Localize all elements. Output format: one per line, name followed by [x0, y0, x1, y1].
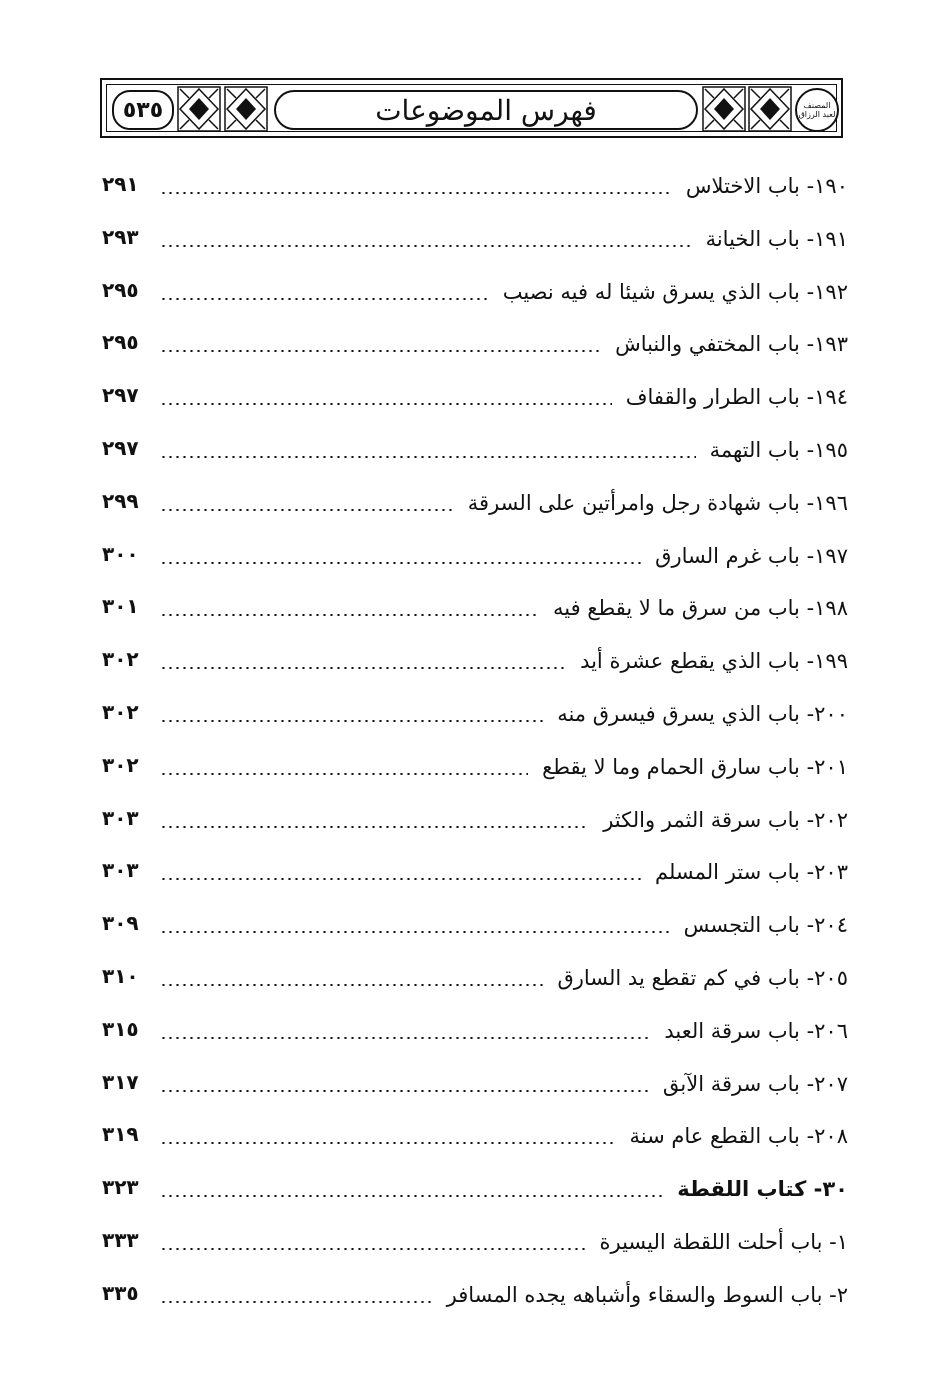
- toc-page-number: ٣١٥: [102, 1016, 139, 1041]
- toc-leader-dots: [160, 509, 454, 511]
- toc-leader-dots: [160, 1037, 650, 1039]
- toc-entry: [96, 794, 848, 838]
- toc-entry: [96, 318, 848, 362]
- toc-chapter-title: ٢٠٧- باب سرقة الآبق: [655, 1072, 848, 1096]
- toc-leader-dots: [160, 614, 539, 616]
- toc-chapter-title: ١٩٣- باب المختفي والنباش: [607, 332, 848, 356]
- toc-leader-dots: [160, 456, 696, 458]
- toc-entry: [96, 424, 848, 468]
- toc-entry: [96, 846, 848, 890]
- toc-entry: [96, 952, 848, 996]
- toc-page-number: ٢٩٥: [102, 277, 139, 302]
- toc-leader-dots: [160, 298, 489, 300]
- toc-leader-dots: [160, 1090, 649, 1092]
- toc-entry: [96, 741, 848, 785]
- toc-page-number: ٣١٠: [102, 964, 139, 988]
- page-title: فهرس الموضوعات: [375, 93, 597, 127]
- toc-chapter-title: ١- باب أحلت اللقطة اليسيرة: [592, 1230, 849, 1254]
- toc-entry: [96, 477, 848, 521]
- toc-page-number: ٢٩١: [102, 172, 139, 196]
- toc-page-number: ٣٠٢: [102, 700, 139, 724]
- toc-leader-dots: [160, 984, 543, 986]
- toc-page-number: ٣٠١: [102, 594, 139, 619]
- toc-page-number: ٣٠٢: [102, 752, 139, 777]
- toc-leader-dots: [160, 562, 641, 564]
- toc-page-number: ٣١٧: [102, 1069, 139, 1094]
- toc-page-number: ٣٠٠: [102, 541, 139, 566]
- toc-entry: [96, 688, 848, 732]
- toc-entry: [96, 899, 848, 943]
- toc-chapter-title: ٢٠٢- باب سرقة الثمر والكثر: [595, 808, 848, 832]
- toc-entry: [96, 1005, 848, 1049]
- toc-chapter-title: ١٩١- باب الخيانة: [698, 227, 848, 251]
- toc-chapter-title: ٢٠٦- باب سرقة العبد: [656, 1019, 848, 1043]
- toc-chapter-title: ١٩٠- باب الاختلاس: [678, 174, 848, 198]
- toc-page-number: ٢٩٧: [102, 383, 139, 408]
- toc-leader-dots: [160, 773, 528, 775]
- toc-chapter-title: ٢٠١- باب سارق الحمام وما لا يقطع: [534, 755, 848, 779]
- toc-page-number: ٣٠٢: [102, 647, 139, 672]
- toc-entry: [96, 582, 848, 626]
- toc-leader-dots: [160, 350, 601, 352]
- toc-leader-dots: [160, 1248, 585, 1250]
- toc-entry: [96, 1216, 848, 1260]
- toc-leader-dots: [160, 192, 672, 194]
- toc-page-number: ٣٣٥: [102, 1280, 139, 1305]
- toc-chapter-title: ١٩٧- باب غرم السارق: [647, 544, 848, 568]
- toc-leader-dots: [160, 403, 612, 405]
- toc-leader-dots: [160, 826, 589, 828]
- toc-entry: [96, 160, 848, 204]
- toc-page-number: ٣٠٣: [102, 805, 139, 830]
- toc-page-number: ٢٩٩: [102, 488, 139, 513]
- toc-chapter-title: ٢٠٣- باب ستر المسلم: [647, 860, 848, 884]
- toc-chapter-title: ١٩٩- باب الذي يقطع عشرة أيد: [572, 649, 848, 673]
- toc-chapter-title: ١٩٨- باب من سرق ما لا يقطع فيه: [545, 596, 848, 620]
- toc-chapter-title: ٢٠٥- باب في كم تقطع يد السارق: [549, 966, 848, 990]
- toc-entry: [96, 530, 848, 574]
- toc-entry: [96, 371, 848, 415]
- toc-page-number: ٣٣٣: [102, 1228, 139, 1252]
- toc-leader-dots: [160, 1301, 433, 1303]
- toc-page-number: ٢٩٥: [102, 330, 139, 355]
- toc-entry: [96, 1163, 848, 1207]
- toc-leader-dots: [160, 1142, 615, 1144]
- toc-page-number: ٣٠٩: [102, 911, 139, 936]
- toc-entry: [96, 635, 848, 679]
- toc-entry: [96, 213, 848, 257]
- toc-chapter-title: ١٩٦- باب شهادة رجل وامرأتين على السرقة: [460, 491, 848, 515]
- toc-entry: [96, 1058, 848, 1102]
- toc-chapter-title: ٢٠٤- باب التجسس: [676, 913, 848, 937]
- toc-chapter-title: ١٩٤- باب الطرار والقفاف: [618, 385, 848, 409]
- toc-leader-dots: [160, 245, 692, 247]
- book-seal-text: المصنف لعبد الرزاق: [798, 101, 836, 119]
- toc-leader-dots: [160, 1195, 663, 1197]
- toc-entry: [96, 266, 848, 310]
- toc-entry: [96, 1110, 848, 1154]
- toc-leader-dots: [160, 720, 543, 722]
- toc-page-number: ٣١٩: [102, 1122, 139, 1147]
- toc-chapter-title: ٢- باب السوط والسقاء وأشباهه يجده المسافر: [439, 1283, 848, 1307]
- toc-leader-dots: [160, 931, 670, 933]
- toc-chapter-title: ٢٠٠- باب الذي يسرق فيسرق منه: [549, 702, 848, 726]
- toc-page-number: ٣٠٣: [102, 858, 139, 883]
- page-number: ٥٣٥: [122, 97, 164, 123]
- toc-chapter-title: ٢٠٨- باب القطع عام سنة: [621, 1124, 848, 1148]
- toc-leader-dots: [160, 878, 641, 880]
- toc-book-heading: ٣٠- كتاب اللقطة: [669, 1177, 848, 1201]
- toc-page-number: ٣٢٣: [102, 1175, 139, 1200]
- toc-page-number: ٢٩٧: [102, 436, 139, 460]
- toc-entry: [96, 1269, 848, 1313]
- toc-leader-dots: [160, 667, 566, 669]
- toc-chapter-title: ١٩٢- باب الذي يسرق شيئا له فيه نصيب: [495, 280, 848, 304]
- toc-chapter-title: ١٩٥- باب التهمة: [702, 438, 848, 462]
- toc-page-number: ٢٩٣: [102, 224, 139, 249]
